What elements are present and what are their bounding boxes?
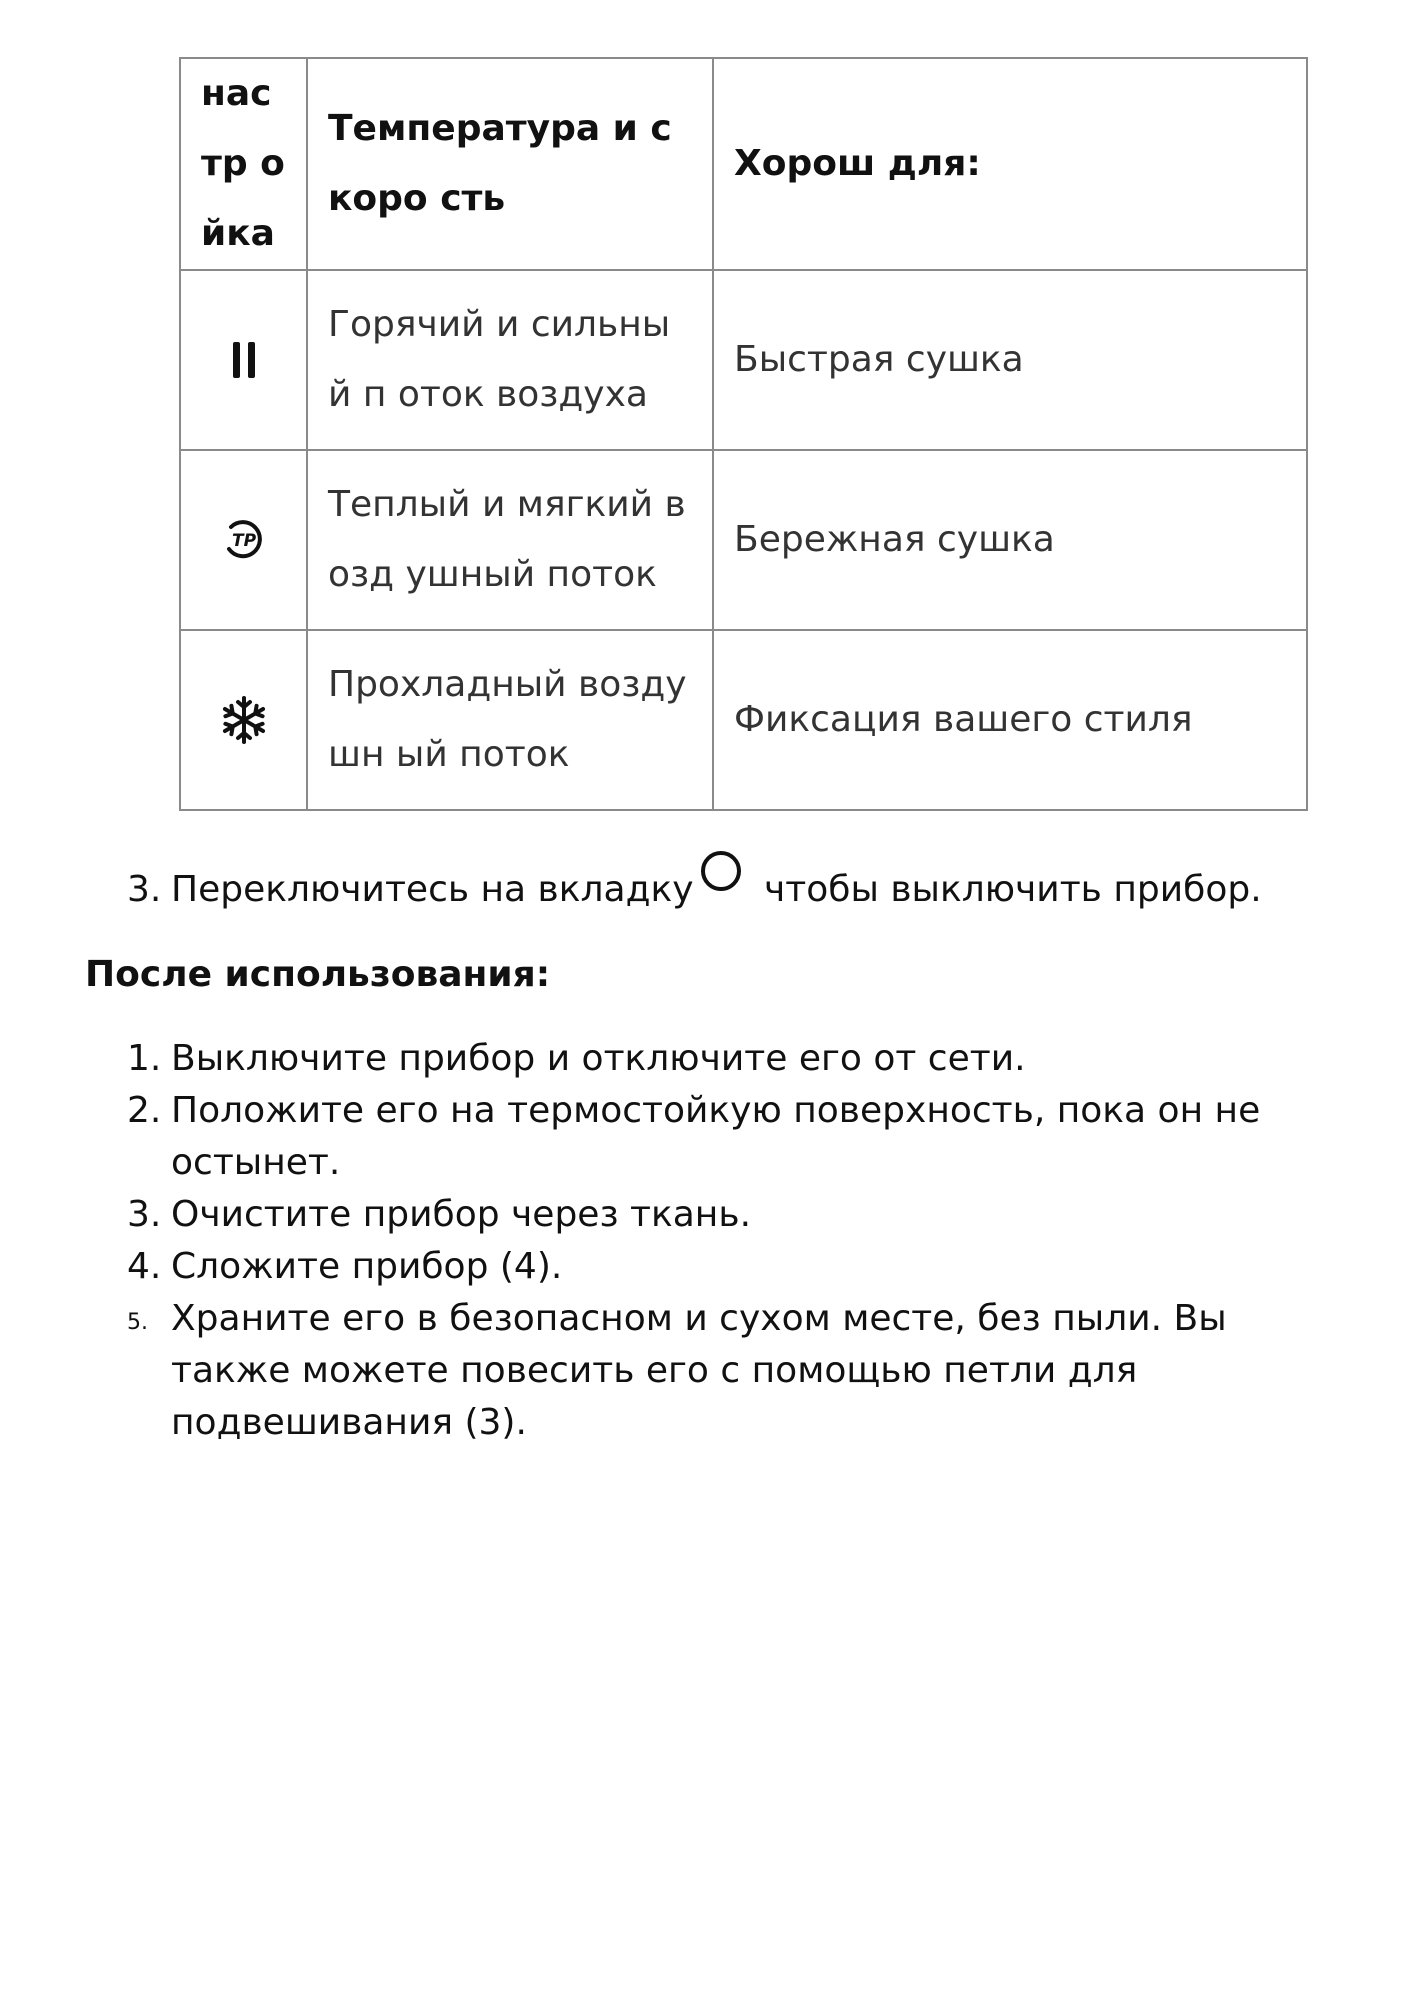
temperature-cell: Горячий и сильный п оток воздуха [307,270,713,450]
temperature-cell: Теплый и мягкий возд ушный поток [307,450,713,630]
list-number: 2. [127,1090,162,1131]
settings-table [179,57,1308,811]
list-number: 5. [127,1310,148,1335]
table-header-row [180,58,1307,270]
header-good-for: Хорош для: [713,58,1307,270]
list-item [127,1241,1347,1293]
list-text: Выключите прибор и отключите его от сети. [171,1038,1026,1079]
good-for-cell: Быстрая сушка [713,270,1307,450]
good-for-cell: Фиксация вашего стиля [713,630,1307,810]
list-item [127,1085,1347,1189]
step-text-before: Переключитесь на вкладку [171,869,694,910]
list-number: 4. [127,1246,162,1287]
table-row [180,630,1307,810]
list-number: 3. [127,1194,162,1235]
header-setting: настр ойка [180,58,307,270]
list-item [127,1033,1347,1085]
after-use-heading: После использования: [85,954,551,995]
after-use-list [127,1033,1347,1449]
list-item [127,1189,1347,1241]
list-text: Положите его на термостойкую поверхность, пока он не остынет. [171,1090,1261,1183]
list-text: Храните его в безопасном и сухом месте, без пыли. Вы также можете повесить его с помощью петли для подвешивания (3). [171,1298,1227,1443]
power-off-circle-icon [697,847,745,895]
setting-cell [180,630,307,810]
svg-text:TP: TP [231,531,256,551]
setting-cell [180,450,307,630]
header-temperature: Температура и скоро сть [307,58,713,270]
tp-circle-icon [219,515,269,565]
step-text-after: чтобы выключить прибор. [764,869,1262,910]
list-text: Сложите прибор (4). [171,1246,563,1287]
table-row [180,270,1307,450]
step-3 [127,855,1327,925]
good-for-cell: Бережная сушка [713,450,1307,630]
table-row [180,450,1307,630]
snowflake-icon [216,692,272,748]
list-item [127,1293,1347,1449]
list-number: 1. [127,1038,162,1079]
step-number: 3. [127,869,162,910]
list-text: Очистите прибор через ткань. [171,1194,752,1235]
setting-cell [180,270,307,450]
double-bar-icon [224,335,264,385]
temperature-cell: Прохладный воздушн ый поток [307,630,713,810]
